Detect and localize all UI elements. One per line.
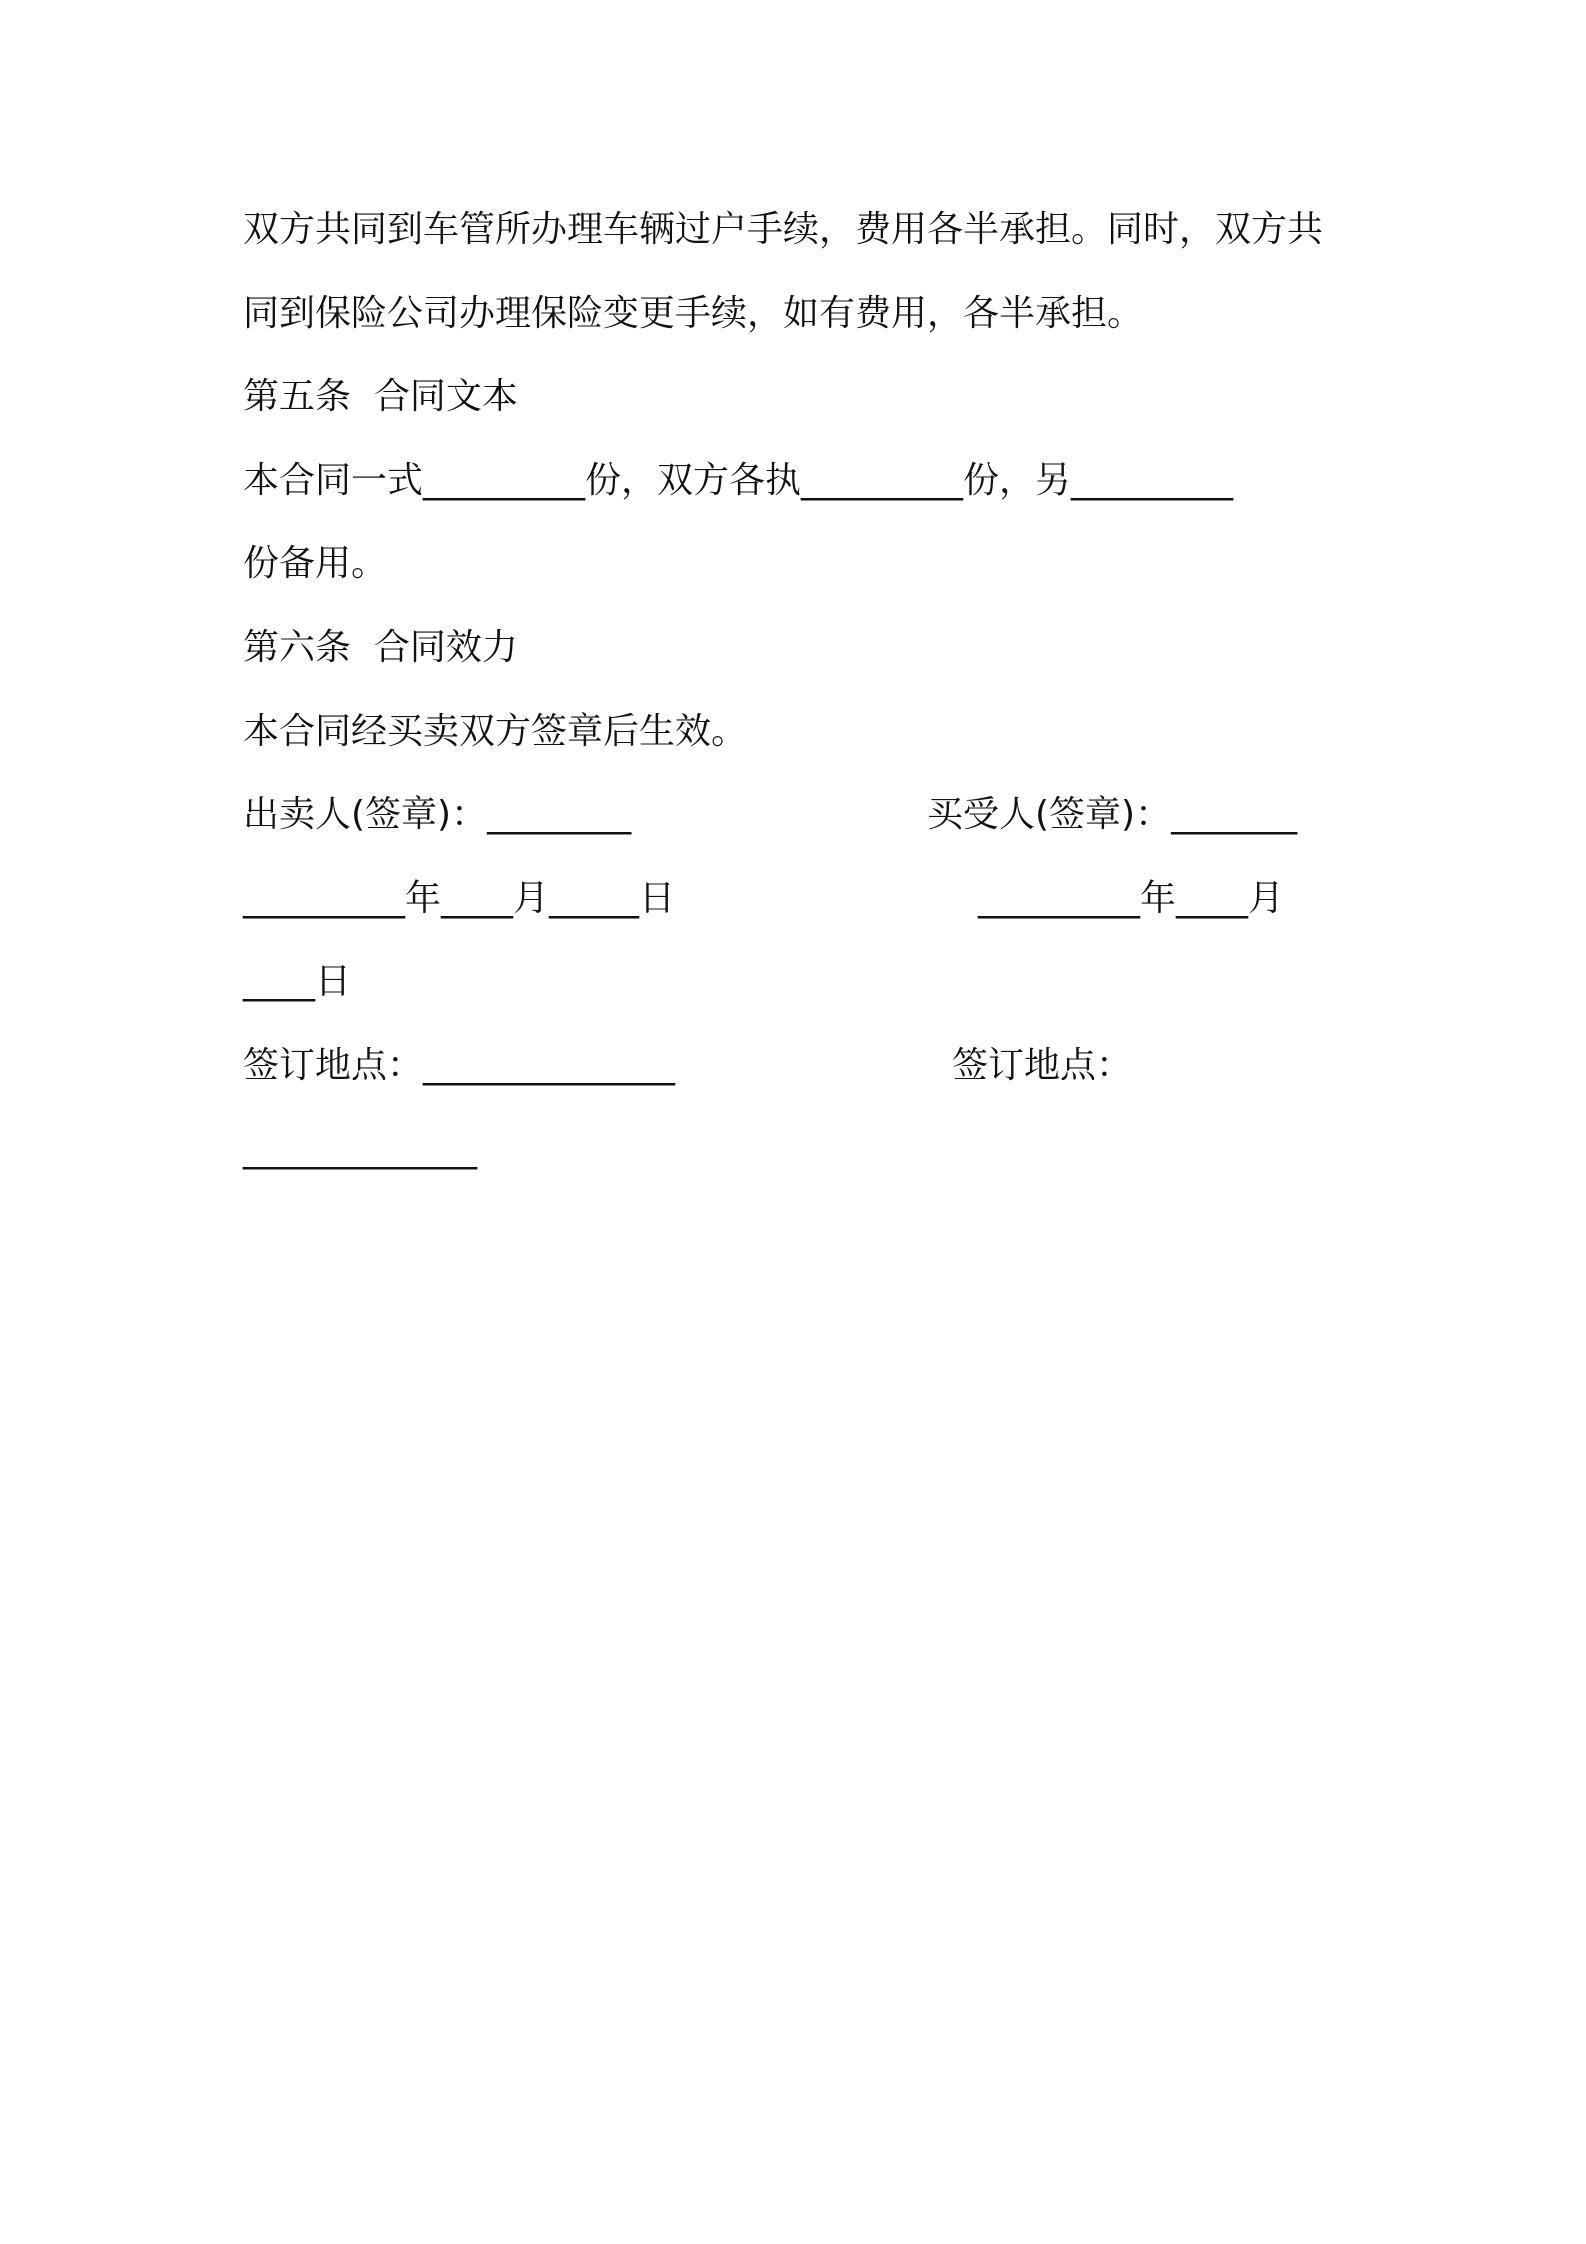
- buyer-signing-place-label: 签订地点：: [952, 1045, 1133, 1086]
- seller-signature-field: 出卖人(签章)：________: [243, 794, 632, 835]
- article-5-copies-line-2: 份备用。: [243, 543, 388, 584]
- buyer-date-field-continued: ____日: [243, 961, 352, 1002]
- buyer-date-field: _________年____月: [978, 878, 1284, 919]
- seller-signing-place-field: 签订地点：______________: [243, 1045, 676, 1086]
- article-5-heading: 第五条 合同文本: [243, 376, 518, 417]
- article-6-text: 本合同经买卖双方签章后生效。: [243, 711, 748, 752]
- seller-date-field: _________年____月_____日: [243, 878, 675, 919]
- buyer-signature-field: 买受人(签章)：_______: [927, 794, 1298, 835]
- article-6-heading: 第六条 合同效力: [243, 627, 518, 668]
- buyer-signing-place-blank: _____________: [243, 1129, 477, 1170]
- transfer-clause-line-1: 双方共同到车管所办理车辆过户手续，费用各半承担。同时，双方共: [243, 209, 1324, 250]
- article-5-copies-line-1: 本合同一式_________份，双方各执_________份，另_________: [243, 460, 1234, 501]
- transfer-clause-line-2: 同到保险公司办理保险变更手续，如有费用，各半承担。: [243, 293, 1144, 334]
